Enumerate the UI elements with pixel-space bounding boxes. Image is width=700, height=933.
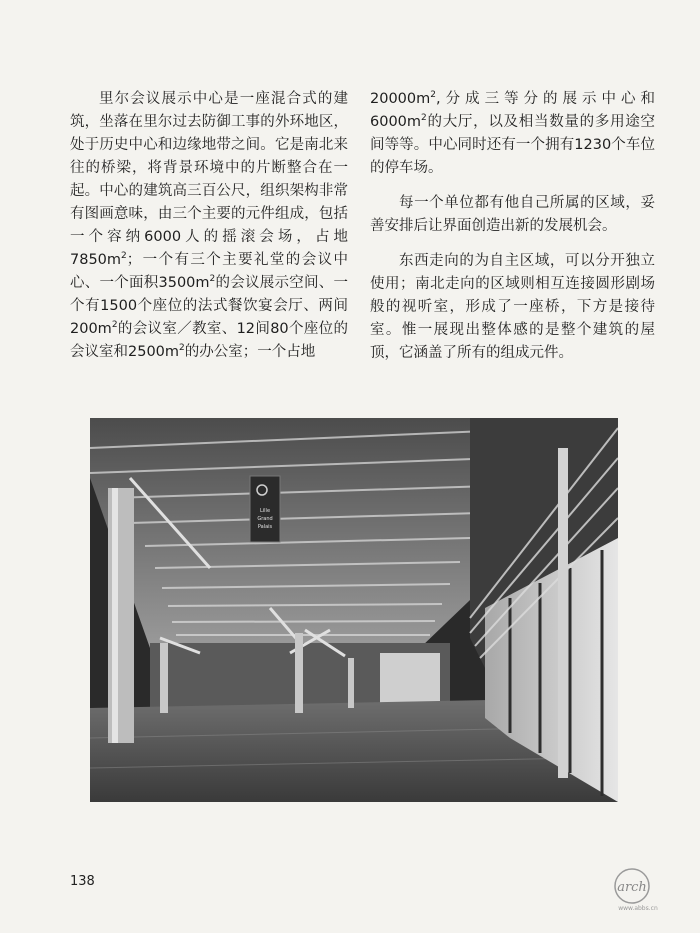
left-text-column xyxy=(70,88,348,364)
watermark-logo xyxy=(608,864,668,914)
superscript: 2 xyxy=(430,90,436,101)
page-number: 138 xyxy=(70,874,95,889)
superscript: 2 xyxy=(209,274,216,285)
interior-photo xyxy=(90,418,618,802)
banner-text-3: Palais xyxy=(257,524,273,530)
text-run: 的会议展示空间、一个有1500个座位的法式餐饮宴会厅、两间200m xyxy=(70,275,349,337)
hall-interior-illustration xyxy=(90,418,618,802)
text-run: 的大厅，以及相当数量的多用途空间等等。中心同时还有一个拥有1230个车位的停车场。 xyxy=(370,114,655,176)
text-run: 里尔会议展示中心是一座混合式的建筑，坐落在里尔过去防御工事的外环地区，处于历史中心和边缘地带之间。它是南北来往的桥梁，将背景环境中的片断整合在一起。中心的建筑高三百公尺，组织架构非常有图画意味，由三个主要的元件组成，包括一个容纳6000人的摇滚会场，占地7850m xyxy=(70,91,348,268)
superscript: 2 xyxy=(421,113,427,124)
right-text-column xyxy=(370,88,655,365)
superscript: 2 xyxy=(179,343,185,354)
watermark-sub: www.abbs.cn xyxy=(618,905,658,912)
text-run: 20000m xyxy=(370,91,431,107)
text-run: ；一个有三个主要礼堂的会议中心、一个面积3500m xyxy=(70,252,348,291)
text-run: ,分成三等分的展示中心和6000m xyxy=(370,91,655,130)
superscript: 2 xyxy=(111,320,118,331)
superscript: 2 xyxy=(121,251,127,262)
text-run: 的办公室；一个占地 xyxy=(184,344,316,360)
right-paragraph-2: 每一个单位都有他自己所属的区域，妥善安排后让界面创造出新的发展机会。 xyxy=(370,195,655,234)
left-paragraph-1 xyxy=(70,88,348,364)
banner-text-1: Lille xyxy=(259,508,271,514)
right-paragraph-1 xyxy=(370,88,655,180)
right-paragraph-3: 东西走向的为自主区域，可以分开独立使用；南北走向的区域则相互连接圆形剧场般的视听室，形成了一座桥，下方是接待室。惟一展现出整体感的是整个建筑的屋顶，它涵盖了所有的组成元件。 xyxy=(370,253,655,361)
banner-text-2: Grand xyxy=(257,516,273,522)
watermark-text: arch xyxy=(617,880,647,895)
text-run: 的会议室／教室、12间80个座位的会议室和2500m xyxy=(70,321,348,360)
